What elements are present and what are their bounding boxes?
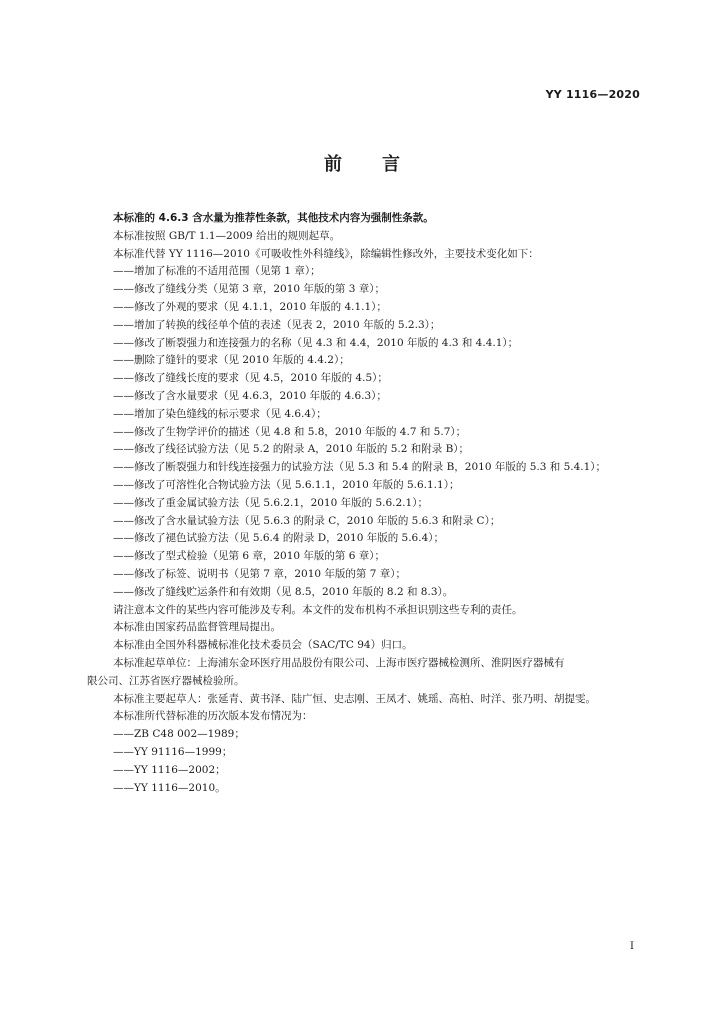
change-item: ——增加了标准的不适用范围（见第 1 章）； (113, 265, 321, 278)
change-item: ——修改了断裂强力和针线连接强力的试验方法（见 5.3 和 5.4 的附录 B，2010 年版的 5.3 和 5.4.1）； (113, 461, 607, 474)
change-item: ——修改了断裂强力和连接强力的名称（见 4.3 和 4.4，2010 年版的 4.3 和 4.4.1）； (113, 336, 519, 349)
drafting-units-line2: 限公司、江苏省医疗器械检验所。 (87, 674, 245, 687)
standard-code: YY 1116—2020 (545, 88, 640, 101)
change-item: ——修改了标签、说明书（见第 7 章，2010 年版的第 7 章）； (113, 567, 407, 580)
history-item: ——ZB C48 002—1989； (113, 728, 245, 741)
document-body (87, 210, 653, 797)
change-item: ——修改了线径试验方法（见 5.2 的附录 A，2010 年版的 5.2 和附录 B）； (113, 443, 470, 456)
replacement-intro: 本标准代替 YY 1116—2010《可吸收性外科缝线》，除编辑性修改外，主要技术变化如下： (113, 247, 539, 260)
history-intro: 本标准所代替标准的历次版本发布情况为： (113, 710, 313, 723)
page-number: I (630, 941, 634, 952)
history-item: ——YY 91116—1999； (113, 745, 233, 758)
change-item: ——修改了含水量要求（见 4.6.3，2010 年版的 4.6.3）； (113, 389, 387, 402)
change-item: ——修改了型式检验（见第 6 章，2010 年版的第 6 章）； (113, 550, 386, 563)
change-item: ——删除了缝针的要求（见 2010 年版的 4.4.2）； (113, 354, 350, 367)
changes-list (113, 263, 653, 601)
change-item: ——修改了重金属试验方法（见 5.6.2.1，2010 年版的 5.6.2.1）； (113, 496, 428, 509)
mandatory-notice: 本标准的 4.6.3 含水量为推荐性条款，其他技术内容为强制性条款。 (113, 212, 434, 224)
patent-notice: 请注意本文件的某些内容可能涉及专利。本文件的发布机构不承担识别这些专利的责任。 (113, 603, 523, 616)
drafters: 本标准主要起草人：张延青、黄书泽、陆广恒、史志刚、王凤才、姚瑶、高柏、时洋、张乃明、胡提雯。 (113, 692, 596, 705)
drafting-rule: 本标准按照 GB/T 1.1—2009 给出的规则起草。 (113, 229, 341, 242)
change-item: ——修改了生物学评价的描述（见 4.8 和 5.8，2010 年版的 4.7 和 5.7）； (113, 425, 467, 438)
change-item: ——增加了转换的线径单个值的表述（见表 2，2010 年版的 5.2.3）； (113, 318, 441, 331)
page-title: 前言 (324, 154, 440, 175)
history-item: ——YY 1116—2002； (113, 763, 226, 776)
change-item: ——修改了缝线贮运条件和有效期（见 8.5，2010 年版的 8.2 和 8.3）。 (113, 585, 454, 598)
history-list (113, 726, 653, 797)
proposer: 本标准由国家药品监督管理局提出。 (113, 621, 281, 634)
change-item: ——修改了褪色试验方法（见 5.6.4 的附录 D，2010 年版的 5.6.4）； (113, 532, 445, 545)
change-item: ——修改了含水量试验方法（见 5.6.3 的附录 C，2010 年版的 5.6.3 和附录 C）； (113, 514, 501, 527)
history-item: ——YY 1116—2010。 (113, 781, 226, 794)
drafting-units-line1: 本标准起草单位：上海浦东金环医疗用品股份有限公司、上海市医疗器械检测所、淮阴医疗器械有 (113, 656, 565, 669)
change-item: ——增加了染色缝线的标示要求（见 4.6.4）； (113, 407, 327, 420)
change-item: ——修改了缝线长度的要求（见 4.5，2010 年版的 4.5）； (113, 372, 388, 385)
change-item: ——修改了缝线分类（见第 3 章，2010 年版的第 3 章）； (113, 283, 386, 296)
change-item: ——修改了可溶性化合物试验方法（见 5.6.1.1，2010 年版的 5.6.1.1）； (113, 478, 460, 491)
committee: 本标准由全国外科器械标准化技术委员会（SAC/TC 94）归口。 (113, 639, 413, 652)
change-item: ——修改了外观的要求（见 4.1.1，2010 年版的 4.1.1）； (113, 300, 387, 313)
